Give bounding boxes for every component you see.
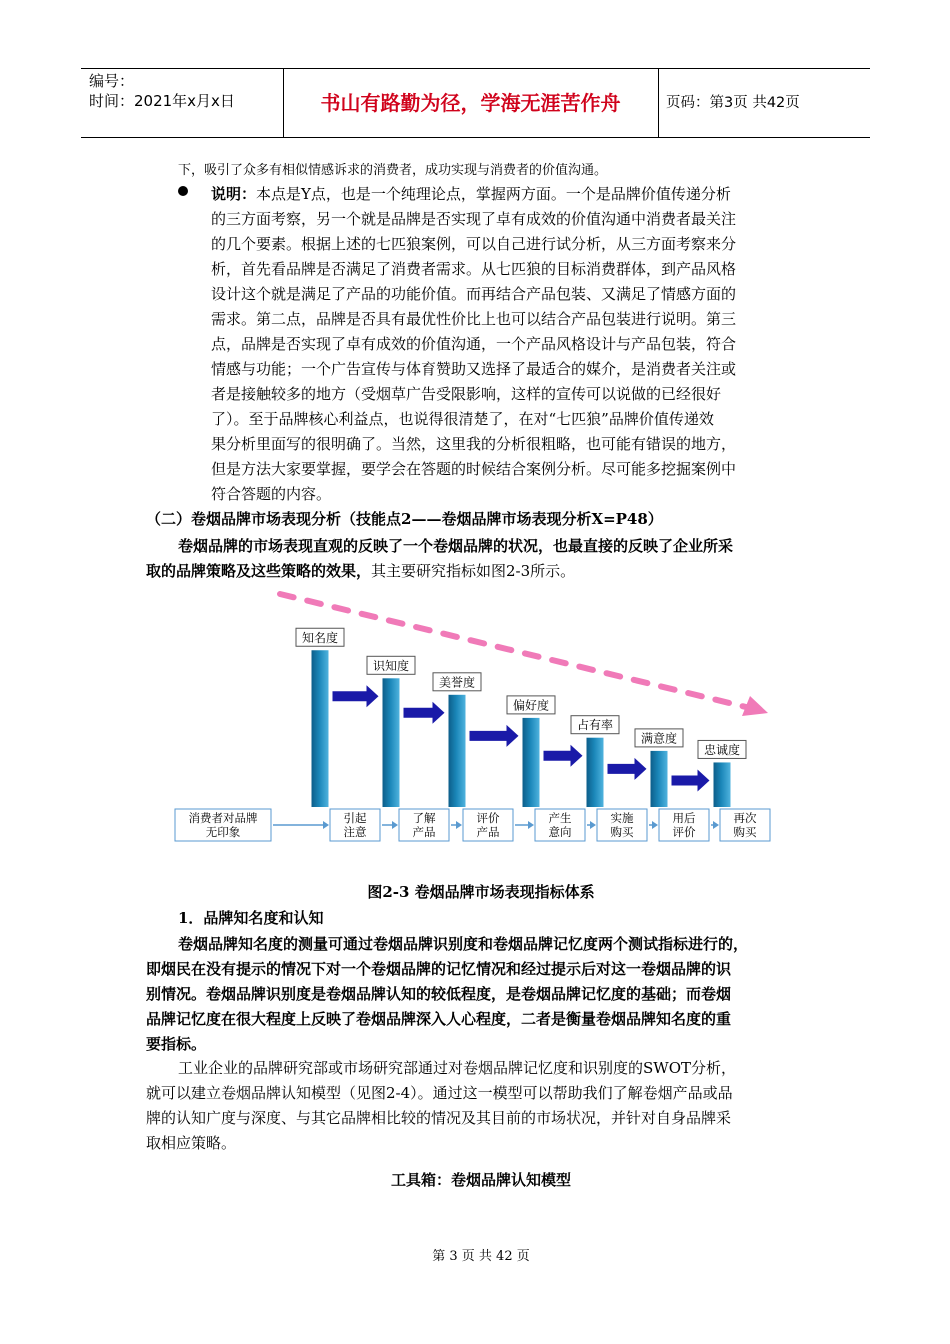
note-line: 但是方法大家要掌握，要学会在答题的时候结合案例分析。尽可能多挖掘案例中 (211, 460, 737, 478)
stage-label: 注意 (343, 825, 367, 839)
bold-paragraph (146, 932, 826, 1057)
indicator-bar (587, 738, 604, 807)
flow-arrow (608, 758, 647, 780)
normal-para-line: 工业企业的品牌研究部或市场研究部通过对卷烟品牌记忆度和识别度的SWOT分析， (178, 1059, 736, 1077)
indicator-label: 识知度 (372, 658, 410, 673)
flow-arrow (672, 769, 710, 791)
note-line: 情感与功能；一个广告宣传与体育赞助又选择了最适合的媒介，是消费者关注或 (211, 360, 737, 378)
bold-para-line: 要指标。 (146, 1035, 207, 1053)
indicator-label: 美誉度 (438, 675, 476, 690)
toolbox-title: 工具箱：卷烟品牌认知模型 (390, 1171, 571, 1189)
flow-arrow (404, 702, 445, 724)
header-motto: 书山有路勤为径，学海无涯苦作舟 (320, 91, 621, 115)
stage-label: 评价 (672, 825, 696, 839)
stage-label: 消费者对品牌 (188, 811, 258, 825)
bold-para-line: 即烟民在没有提示的情况下对一个卷烟品牌的记忆情况和经过提示后对这一卷烟品牌的识 (146, 960, 732, 978)
indicator-label: 偏好度 (512, 698, 550, 713)
indicator-label: 知名度 (301, 630, 339, 645)
stage-label: 引起 (343, 811, 367, 825)
bold-para-line: 卷烟品牌知名度的测量可通过卷烟品牌识别度和卷烟品牌记忆度两个测试指标进行的， (178, 935, 749, 953)
stage-label: 产品 (412, 825, 436, 839)
stage-label: 产生 (548, 811, 572, 825)
indicator-bar (449, 695, 466, 807)
note-line: 了）。至于品牌核心利益点，也说得很清楚了，在对“七匹狼”品牌价值传递效 (211, 410, 714, 428)
indicator-bar (312, 650, 329, 807)
stage-arrowhead (323, 821, 329, 829)
note-line: 点，品牌是否实现了卓有成效的价值沟通，一个产品风格设计与产品包装，符合 (211, 335, 737, 353)
stage-label: 再次 (733, 811, 757, 825)
stage-label: 了解 (412, 811, 436, 825)
indicator-bar (523, 718, 540, 807)
note-line: 说明：本点是Y点，也是一个纯理论点，掌握两方面。一个是品牌价值传递分析 (211, 185, 731, 203)
flow-arrow (470, 725, 519, 747)
normal-para-line: 取相应策略。 (146, 1134, 237, 1152)
stage-arrowhead (456, 821, 462, 829)
header-page-label: 页码：第3页 共42页 (666, 95, 800, 111)
stage-label: 意向 (548, 825, 572, 839)
sub-heading: 1．品牌知名度和认知 (178, 909, 324, 927)
normal-paragraph (146, 1056, 826, 1156)
stage-label: 产品 (476, 825, 500, 839)
note-line: 需求。第二点，品牌是否具有最优性价比上也可以结合产品包装进行说明。第三 (211, 310, 737, 328)
stage-arrowhead (590, 821, 596, 829)
stage-label: 购买 (733, 825, 757, 839)
stage-label: 评价 (476, 811, 500, 825)
flow-arrow (333, 685, 379, 707)
indicator-label: 满意度 (640, 731, 678, 746)
note-paragraph (211, 182, 811, 507)
note-line: 析，首先看品牌是否满足了消费者需求。从七匹狼的目标消费群体，到产品风格 (211, 260, 737, 278)
bold-para-line: 品牌记忆度在很大程度上反映了卷烟品牌深入人心程度，二者是衡量卷烟品牌知名度的重 (146, 1010, 732, 1028)
page-footer: 第 3 页 共 42 页 (432, 1249, 530, 1264)
section-para-line: 卷烟品牌的市场表现直观的反映了一个卷烟品牌的状况，也最直接的反映了企业所采 (178, 537, 734, 555)
indicator-bar (714, 762, 731, 807)
note-line: 的三方面考察，另一个就是品牌是否实现了卓有成效的价值沟通中消费者最关注 (211, 210, 737, 228)
market-indicator-diagram (170, 582, 780, 852)
note-line: 的几个要素。根据上述的七匹狼案例，可以自己进行试分析，从三方面考察来分 (211, 235, 737, 253)
figure-caption: 图2-3 卷烟品牌市场表现指标体系 (367, 883, 595, 901)
header-number-label: 编号： (89, 72, 135, 90)
note-line: 果分析里面写的很明确了。当然，这里我的分析很粗略，也可能有错误的地方， (211, 435, 737, 453)
intro-line: 下，吸引了众多有相似情感诉求的消费者，成功实现与消费者的价值沟通。 (178, 163, 608, 178)
note-line: 符合答题的内容。 (211, 485, 332, 503)
flow-arrow (544, 745, 583, 767)
header-time-label: 时间：2021年x月x日 (89, 92, 235, 110)
note-line: 设计这个就是满足了产品的功能价值。而再结合产品包装、又满足了情感方面的 (211, 285, 737, 303)
normal-para-line: 牌的认知广度与深度、与其它品牌相比较的情况及其目前的市场状况，并针对自身品牌采 (146, 1109, 732, 1127)
indicator-label: 忠诚度 (703, 742, 741, 757)
stage-arrowhead (528, 821, 534, 829)
stage-label: 无印象 (205, 825, 241, 839)
page-header (81, 68, 870, 138)
note-line: 者是接触较多的地方（受烟草广告受限影响，这样的宣传可以说做的已经很好 (211, 385, 722, 403)
stage-arrowhead (713, 821, 719, 829)
normal-para-line: 就可以建立卷烟品牌认知模型（见图2-4）。通过这一模型可以帮助我们了解卷烟产品或品 (146, 1084, 733, 1102)
stage-label: 用后 (672, 811, 696, 825)
stage-label: 购买 (610, 825, 634, 839)
stage-arrowhead (652, 821, 658, 829)
note-label: 说明： (211, 185, 257, 203)
indicator-label: 占有率 (576, 718, 614, 733)
header-meta (89, 71, 235, 111)
bold-para-line: 别情况。卷烟品牌识别度是卷烟品牌认知的较低程度，是卷烟品牌记忆度的基础；而卷烟 (146, 985, 732, 1003)
bullet-icon (178, 186, 188, 196)
stage-label: 实施 (610, 811, 634, 825)
section-heading: （二）卷烟品牌市场表现分析（技能点2——卷烟品牌市场表现分析X=P48） (146, 510, 663, 528)
indicator-bar (383, 678, 400, 807)
indicator-bar (651, 751, 668, 807)
section-para-line: 取的品牌策略及这些策略的效果，其主要研究指标如图2-3所示。 (146, 562, 576, 580)
trend-dashed-line (280, 594, 750, 708)
stage-arrowhead (392, 821, 398, 829)
header-divider (658, 69, 659, 137)
